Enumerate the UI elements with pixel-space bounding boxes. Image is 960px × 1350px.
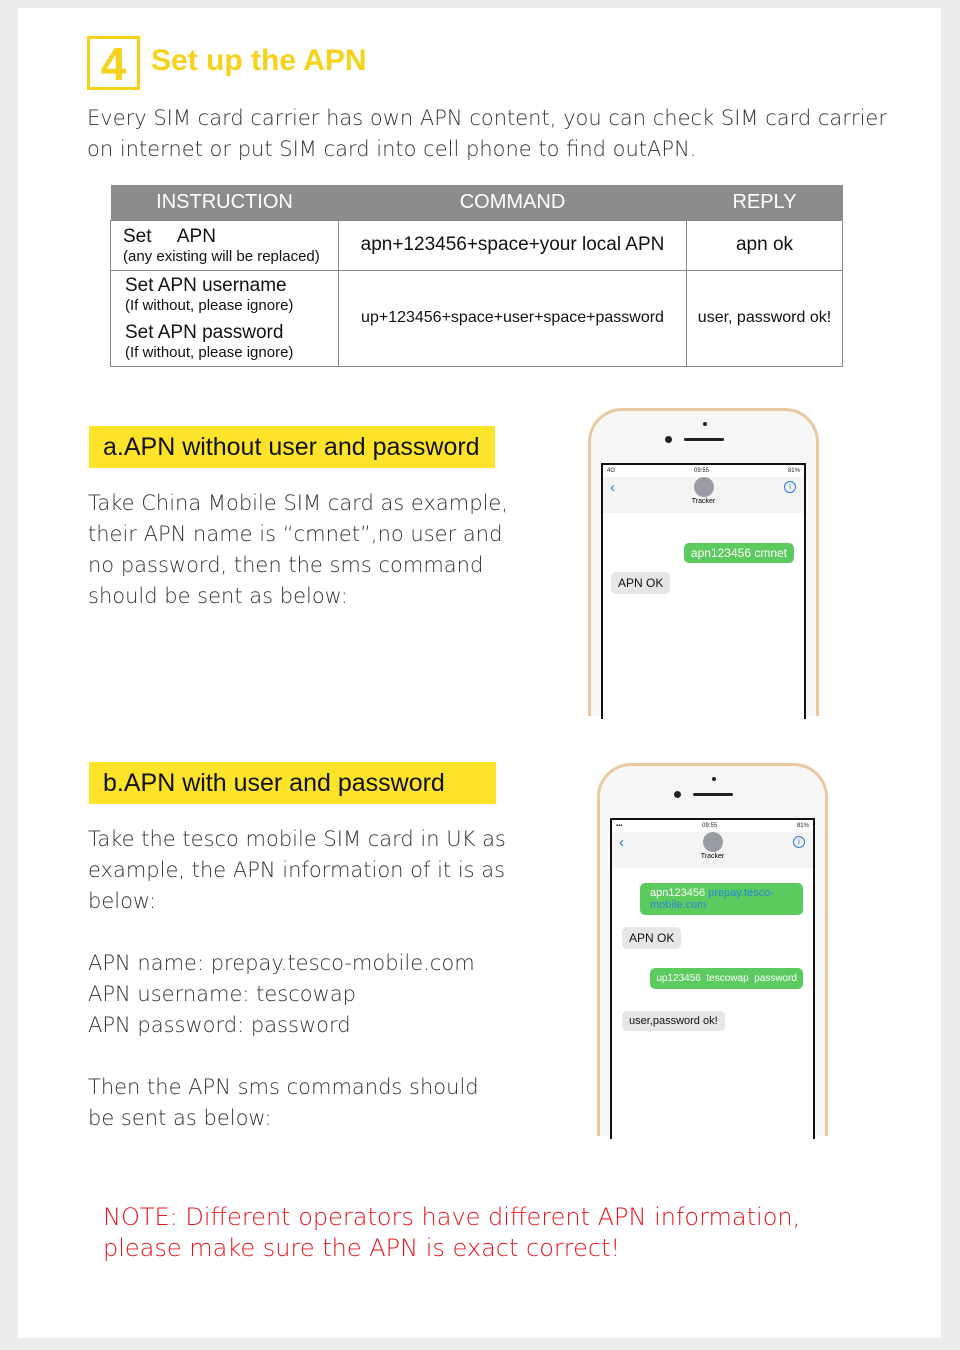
sensor-icon [712, 777, 716, 781]
table-row [111, 220, 843, 270]
avatar [703, 832, 723, 852]
sent-message: apn123456 prepay.tesco-mobile.com [640, 883, 803, 915]
apn-command-table [110, 185, 843, 367]
command: up+123456+space+user+space+password [339, 270, 687, 366]
note-text: NOTE: Different operators have different APN information, please make sure the APN is exact correct! [103, 1203, 801, 1262]
info-icon[interactable]: i [793, 836, 805, 848]
section-a-banner: a.APN without user and password [89, 426, 495, 468]
instruction: Set APN password [125, 322, 284, 343]
phone-mockup-a [588, 408, 819, 716]
apn-password: APN password: password [88, 1013, 351, 1037]
section-b-text2: Then the APN sms commands should be sent as below: [88, 1075, 479, 1130]
apn-username: APN username: tescowap [88, 982, 357, 1006]
contact-name: Tracker [691, 498, 716, 505]
received-message: APN OK [611, 572, 670, 594]
section-a-text: Take China Mobile SIM card as example, their APN name is “cmnet”,no user and no password, then the sms command should be sent as below: [88, 491, 508, 608]
reply: apn ok [687, 220, 843, 270]
time: 09:55 [693, 468, 709, 474]
section-b-text: Take the tesco mobile SIM card in UK as example, the APN information of it is as below: [88, 827, 506, 913]
signal: 4G [607, 468, 616, 474]
instruction: Set APN username [125, 275, 287, 296]
sensor-icon [703, 422, 707, 426]
intro-text: Every SIM card carrier has own APN content, you can check SIM card carrier on internet or put SIM card into cell phone to find outAPN. [87, 106, 887, 161]
received-message: user,password ok! [622, 1011, 725, 1031]
sent-message: apn123456 cmnet [684, 543, 794, 563]
table-row [111, 270, 843, 366]
header-command: COMMAND [339, 185, 687, 220]
back-icon[interactable]: ‹ [610, 479, 615, 496]
step-title: Set up the APN [151, 44, 367, 77]
command: apn+123456+space+your local APN [339, 220, 687, 270]
reply: user, password ok! [687, 270, 843, 366]
section-b-banner: b.APN with user and password [89, 762, 496, 804]
avatar [694, 477, 714, 497]
apn-link[interactable]: prepay.tesco-mobile.com [650, 887, 774, 911]
phone-screen: ▪▪▪ 09:55 81% ‹ Tracker i apn123456 prepay.tesco-mobile.com APN OK up123456 tescowap password user,password ok! [610, 818, 815, 1139]
camera-icon [674, 791, 681, 798]
step-number: 4 [87, 36, 140, 90]
info-icon[interactable]: i [784, 481, 796, 493]
back-icon[interactable]: ‹ [619, 834, 624, 851]
speaker-icon [693, 793, 733, 796]
contact-name: Tracker [700, 853, 725, 860]
received-message: APN OK [622, 927, 681, 949]
speaker-icon [684, 438, 724, 441]
phone-screen [601, 463, 806, 719]
sent-message: up123456 tescowap password [650, 968, 803, 989]
instruction-note: (any existing will be replaced) [123, 247, 320, 265]
camera-icon [665, 436, 672, 443]
instruction-note: (If without, please ignore) [125, 344, 294, 361]
battery: 81% [787, 468, 800, 474]
instruction: Set APN [123, 225, 216, 247]
time: 09:55 [702, 823, 718, 829]
battery: 81% [796, 823, 809, 829]
apn-name: APN name: prepay.tesco-mobile.com [88, 951, 475, 975]
header-reply: REPLY [687, 185, 843, 220]
header-instruction: INSTRUCTION [111, 185, 339, 220]
instruction-note: (If without, please ignore) [125, 297, 294, 314]
phone-mockup-b [597, 763, 828, 1136]
